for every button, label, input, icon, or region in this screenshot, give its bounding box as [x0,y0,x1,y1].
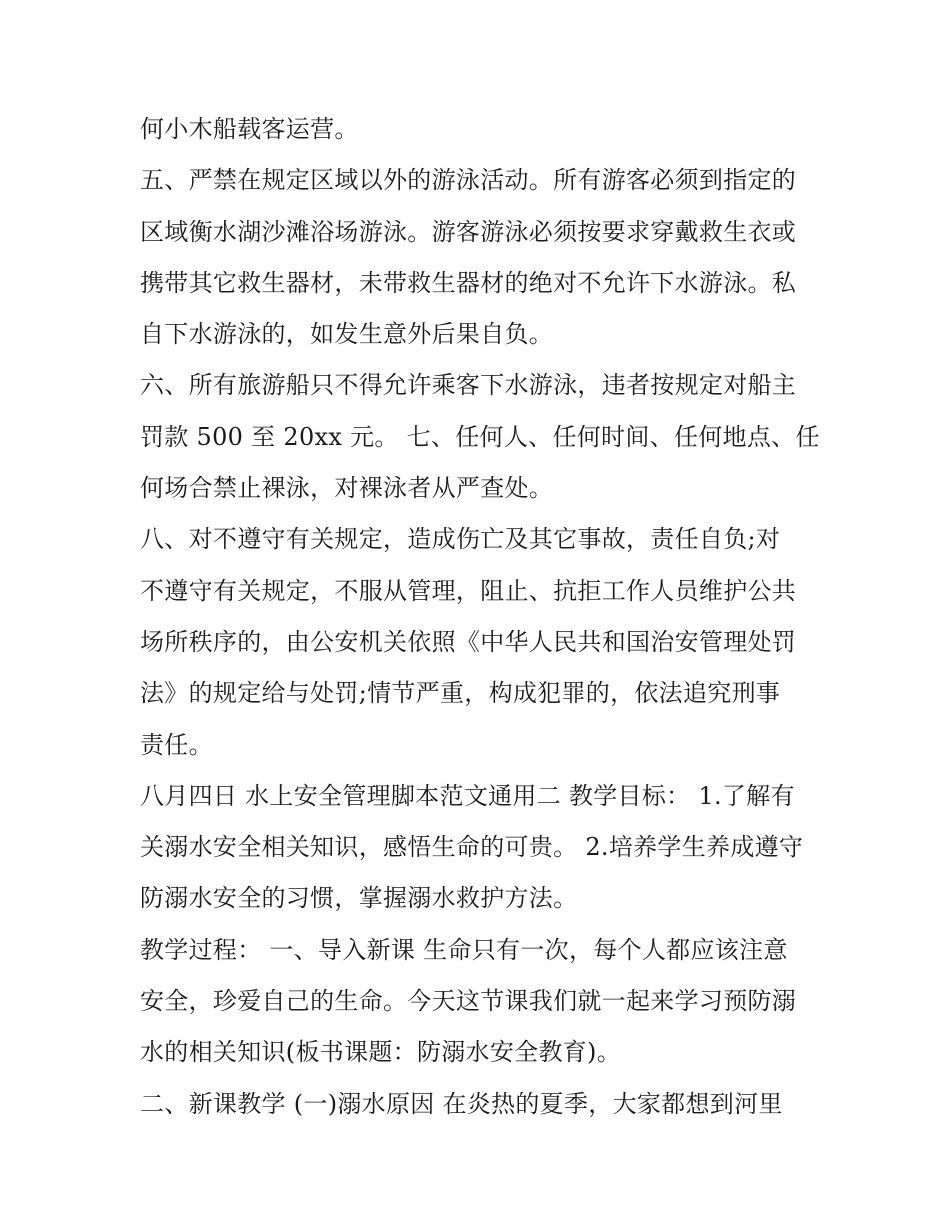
text-line: 区域衡水湖沙滩浴场游泳。游客游泳必须按要求穿戴救生衣或 [140,217,797,246]
text-line: 何场合禁止裸泳，对裸泳者从严查处。 [140,474,554,503]
text-line: 五、严禁在规定区域以外的游泳活动。所有游客必须到指定的 [140,166,797,195]
document-body [140,104,830,1130]
text-line: 责任。 [140,730,213,759]
text-line: 场所秩序的，由公安机关依照《中华人民共和国治安管理处罚 [140,627,797,656]
text-line: 教学过程： 一、导入新课 生命只有一次，每个人都应该注意 [140,935,788,964]
text-line: 法》的规定给与处罚;情节严重，构成犯罪的，依法追究刑事 [140,679,781,708]
text-line: 不遵守有关规定，不服从管理，阻止、抗拒工作人员维护公共 [140,576,797,605]
text-line: 水的相关知识(板书课题：防溺水安全教育)。 [140,1038,622,1067]
text-line: 罚款 500 至 20xx 元。 七、任何人、任何时间、任何地点、任 [140,422,820,451]
text-line: 防溺水安全的习惯，掌握溺水救护方法。 [140,884,578,913]
text-line: 八月四日 水上安全管理脚本范文通用二 教学目标： 1.了解有 [140,781,795,810]
text-line: 自下水游泳的，如发生意外后果自负。 [140,320,554,349]
text-line: 二、新课教学 (一)溺水原因 在炎热的夏季，大家都想到河里 [140,1089,783,1118]
text-line: 何小木船载客运营。 [140,115,359,143]
text-line: 安全，珍爱自己的生命。今天这节课我们就一起来学习预防溺 [140,987,797,1016]
text-line: 六、所有旅游船只不得允许乘客下水游泳，违者按规定对船主 [140,371,797,400]
text-line: 关溺水安全相关知识，感悟生命的可贵。 2.培养学生养成遵守 [140,833,804,862]
text-line: 八、对不遵守有关规定，造成伤亡及其它事故，责任自负;对 [140,525,781,554]
text-line: 携带其它救生器材，未带救生器材的绝对不允许下水游泳。私 [140,268,797,297]
